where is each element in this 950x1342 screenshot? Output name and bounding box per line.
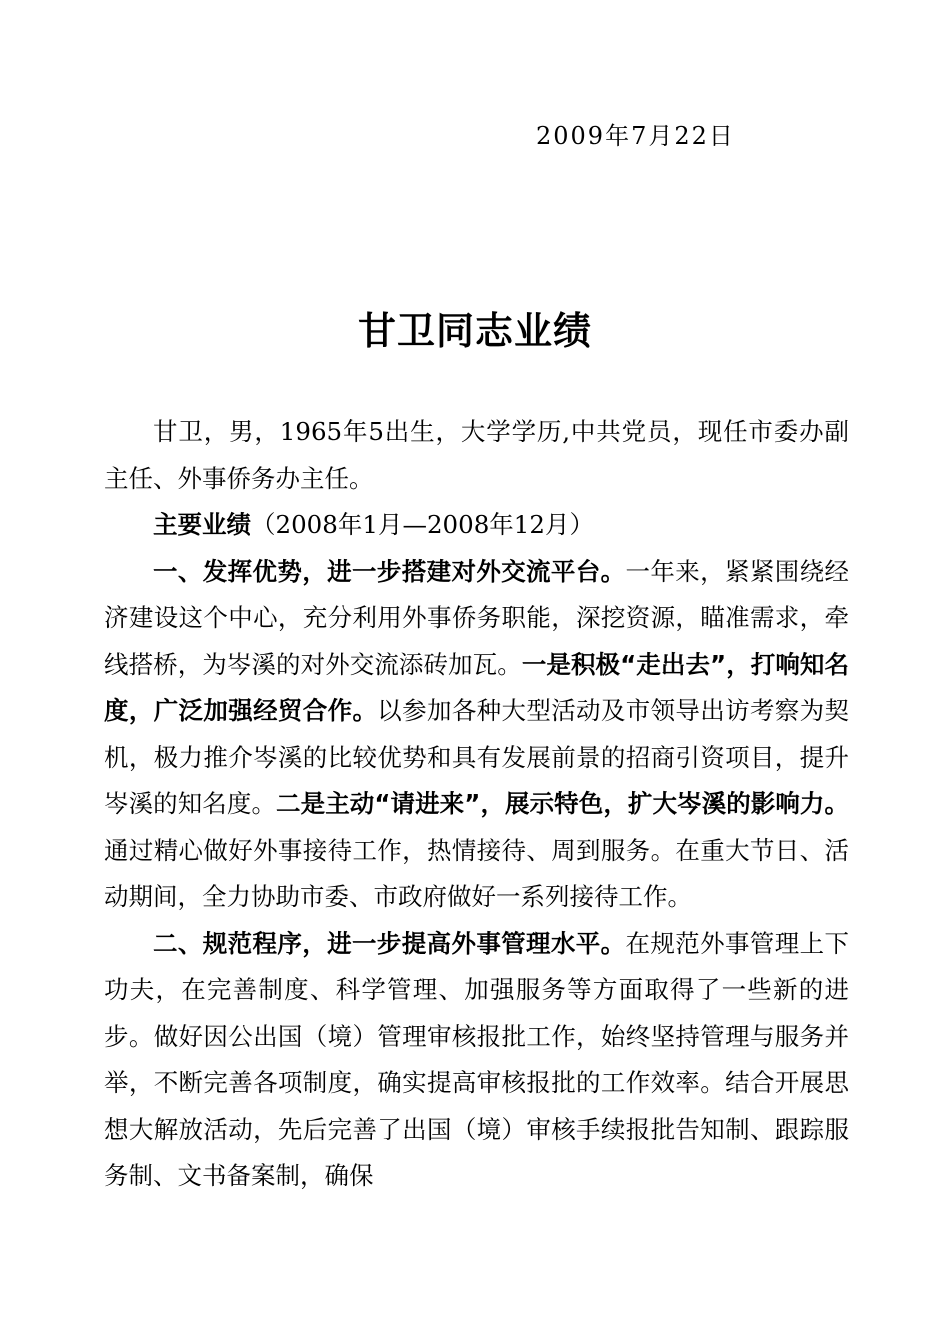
section-2-text: 在规范外事管理上下功夫，在完善制度、科学管理、加强服务等方面取得了一些新的进步。做好因公出国（境）管理审核报批工作，始终坚持管理与服务并举，不断完善各项制度，确实提高审核报批的工作效率。结合开展思想大解放活动，先后完善了出国（境）审核手续报批告知制、跟踪服务制、文书备案制，确保: [104, 928, 850, 1190]
document-title: 甘卫同志业绩: [357, 309, 592, 353]
intro-text: 甘卫，男，1965年5出生，大学学历,中共党员，现任市委办副主任、外事侨务办主任。: [104, 417, 849, 493]
intro-paragraph: [104, 409, 849, 502]
achievements-heading-label: 主要业绩: [153, 510, 251, 539]
section-2-heading: 二、规范程序，进一步提高外事管理水平。: [153, 928, 626, 958]
section-1-point-2-heading: 二是主动“请进来”，展示特色，扩大岑溪的影响力。: [276, 789, 850, 818]
section-1-paragraph: [104, 549, 849, 921]
section-1-point-2-text: 通过精心做好外事接待工作，热情接待、周到服务。在重大节日、活动期间，全力协助市委、市政府做好一系列接待工作。: [104, 835, 849, 911]
section-1-text: 一年来，紧紧围绕经济建设这个中心，充分利用外事侨务职能，深挖资源，瞄准需求，牵线搭桥，为岑溪的对外交流添砖加瓦。: [104, 556, 850, 679]
achievements-heading: [104, 502, 849, 549]
document-date: 2009年7月22日: [536, 122, 735, 150]
document-body: [104, 409, 849, 1200]
section-1-point-1-heading: 一是积极“走出去”，打响知名度，广泛加强经贸合作。: [104, 649, 850, 725]
achievements-period: （2008年1月—2008年12月）: [251, 510, 594, 539]
section-1-heading: 一、发挥优势，进一步搭建对外交流平台。: [153, 556, 626, 586]
section-1-point-1-text: 以参加各种大型活动及市领导出访考察为契机，极力推介岑溪的比较优势和具有发展前景的招商引资项目，提升岑溪的知名度。: [104, 696, 850, 818]
section-2-paragraph: [104, 921, 849, 1200]
